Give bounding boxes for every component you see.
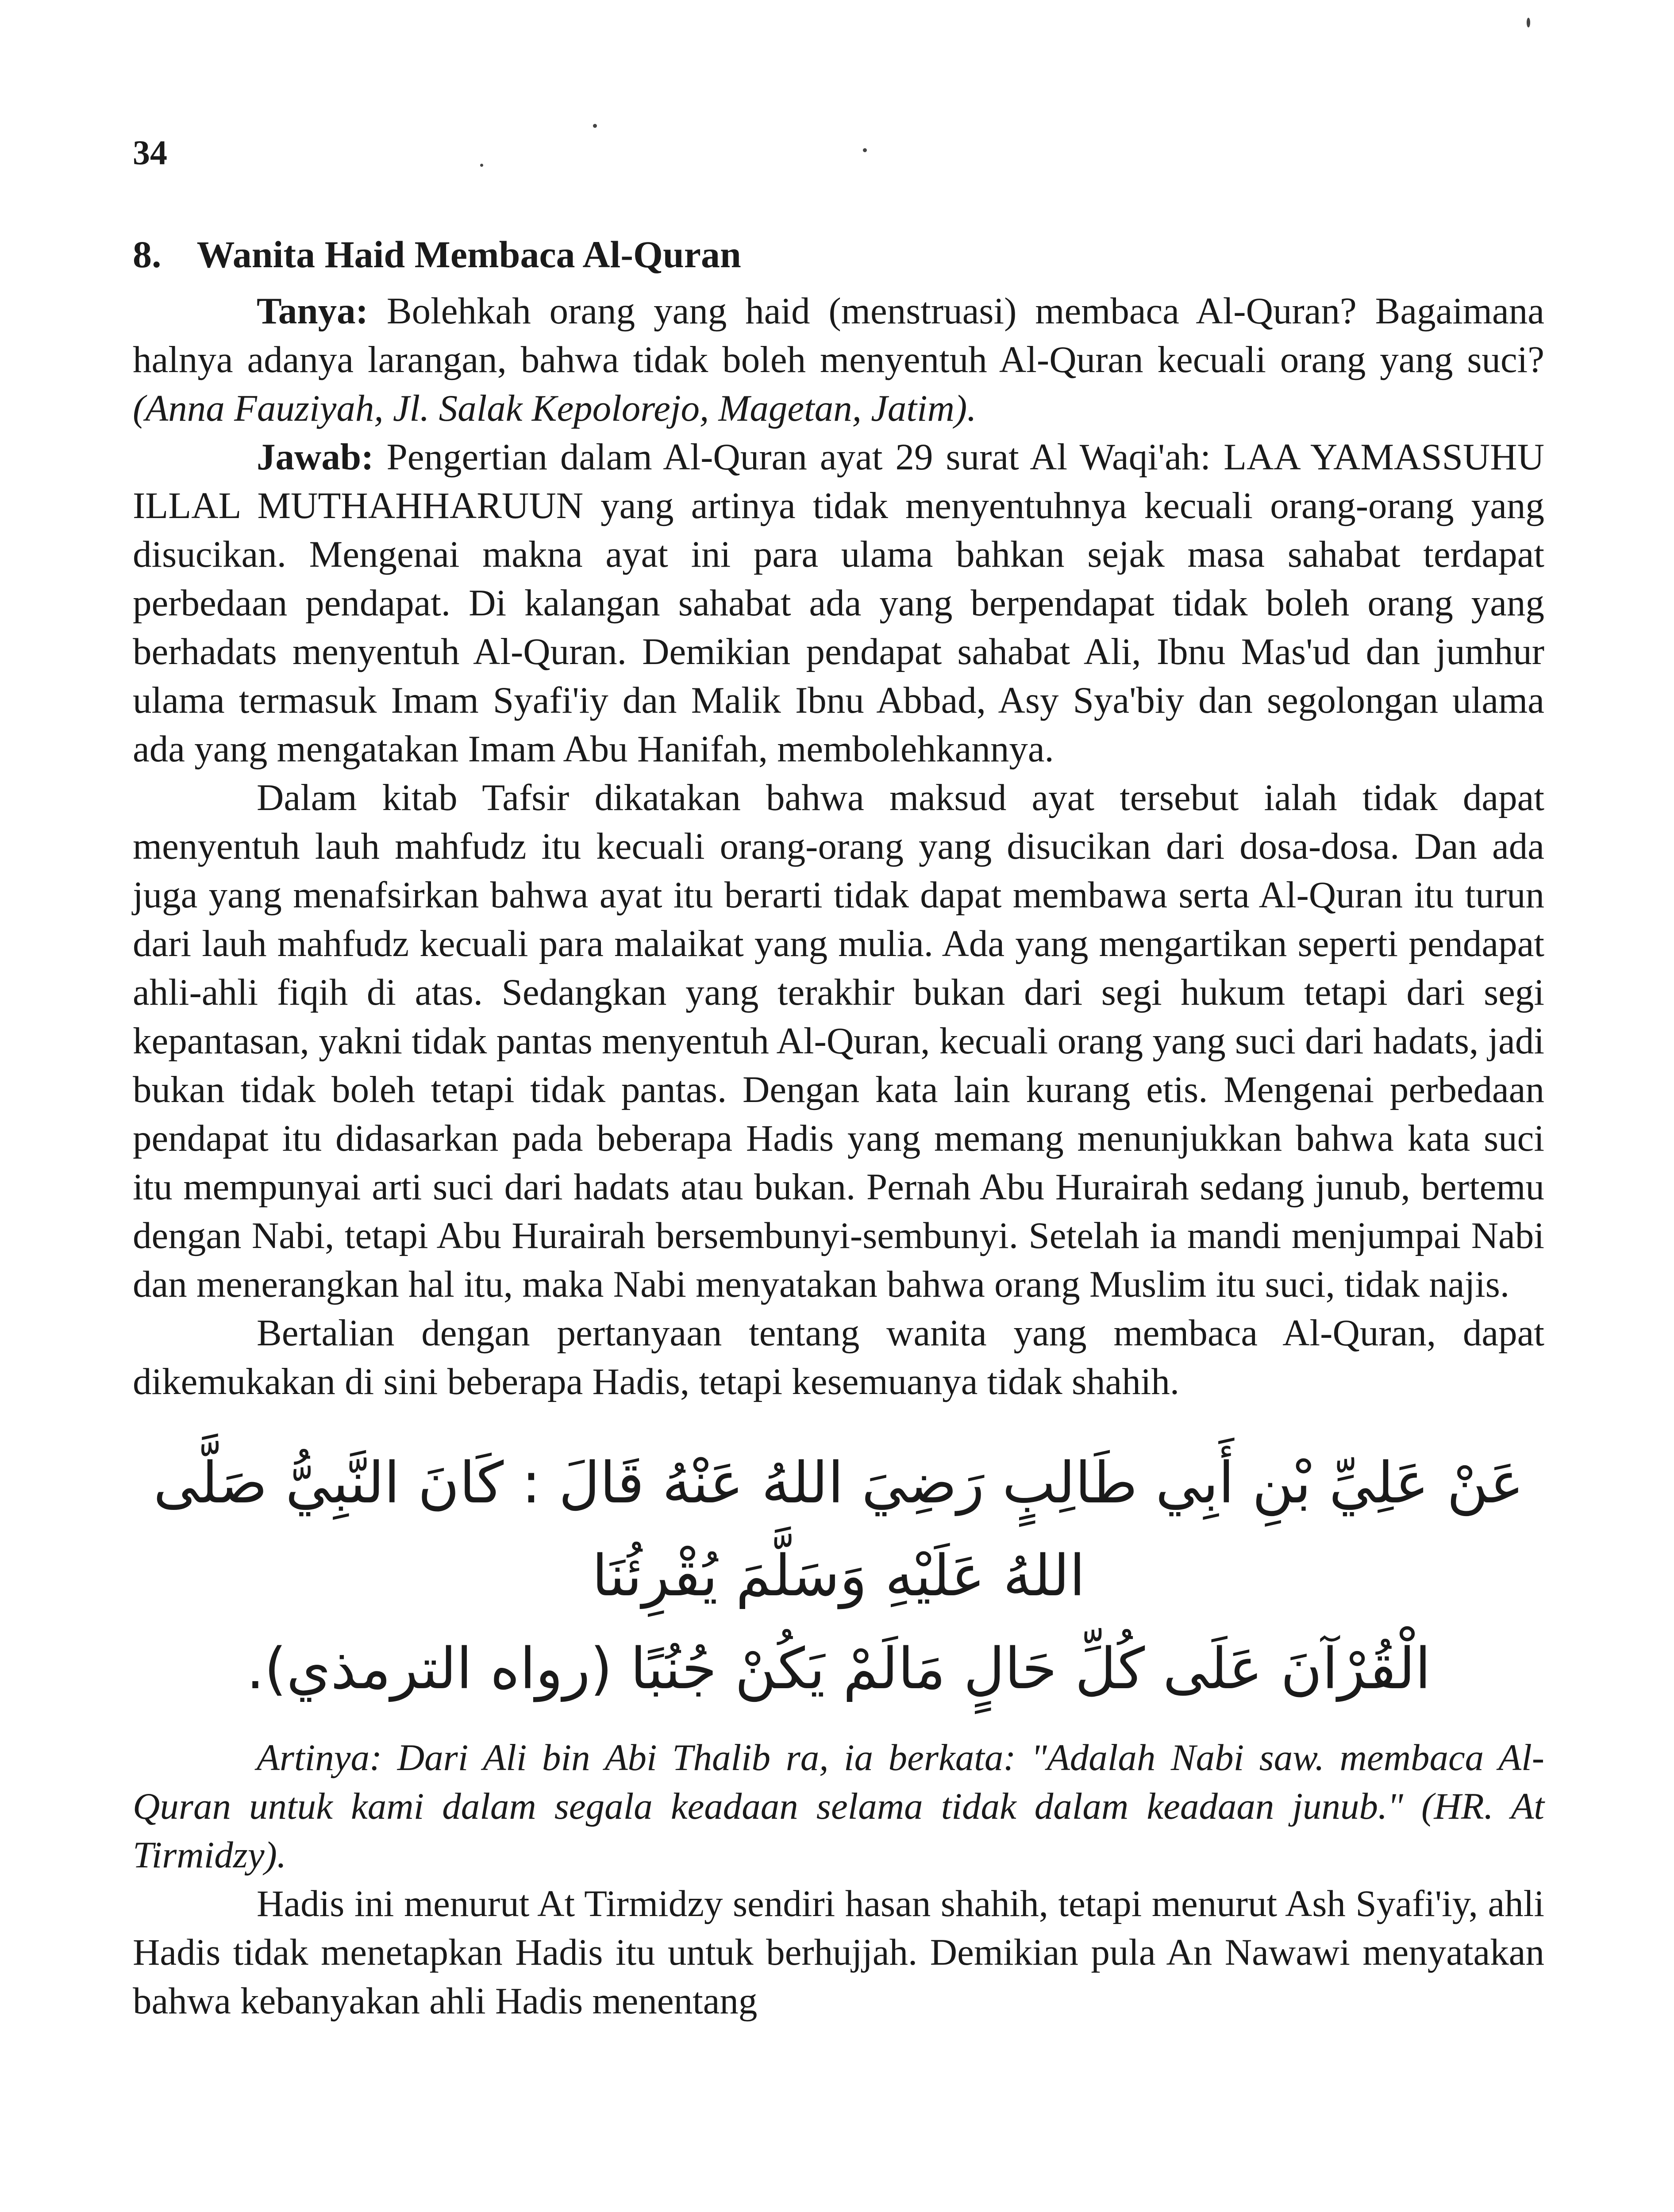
answer-text: Pengertian dalam Al-Quran ayat 29 surat Al Waqi'ah: LAA YAMASSUHU ILLAL MUTHAHHARUUN yang artinya tidak menyentuhnya kecuali orang-orang yang disucikan. Mengenai makna ayat ini para ulama bahkan sejak masa sahabat terdapat perbedaan pendapat. Di kalangan sahabat ada yang berpendapat tidak boleh orang yang berhadats menyentuh Al-Quran. Demikian pendapat sahabat Ali, Ibnu Mas'ud dan jumhur ulama termasuk Imam Syafi'iy dan Malik Ibnu Abbad, Asy Sya'biy dan segolongan ulama ada yang mengatakan Imam Abu Hanifah, membolehkannya. — [133, 436, 1544, 770]
scan-speck — [593, 124, 597, 128]
question-paragraph — [133, 287, 1544, 433]
body-paragraph: Bertalian dengan pertanyaan tentang wanita yang membaca Al-Quran, dapat dikemukakan di sini beberapa Hadis, tetapi kesemuanya tidak shahih. — [133, 1312, 1544, 1402]
scan-speck — [1527, 18, 1530, 27]
page-number: 34 — [133, 133, 167, 172]
arabic-line: عَنْ عَلِيِّ بْنِ أَبِي طَالِبٍ رَضِيَ اللهُ عَنْهُ قَالَ : كَانَ النَّبِيُّ صَلَّى اللهُ عَلَيْهِ وَسَلَّمَ يُقْرِئُنَا — [153, 1450, 1524, 1609]
scan-speck — [480, 164, 483, 167]
arabic-hadith — [133, 1437, 1544, 1716]
page-body — [133, 230, 1544, 2025]
answer-paragraph — [133, 433, 1544, 773]
question-label: Tanya: — [257, 290, 368, 332]
section-number: 8. — [133, 233, 162, 276]
section-heading — [133, 230, 1544, 280]
scan-speck — [863, 148, 867, 152]
question-source: (Anna Fauziyah, Jl. Salak Kepolorejo, Magetan, Jatim). — [133, 387, 977, 429]
hadith-translation: Artinya: Dari Ali bin Abi Thalib ra, ia berkata: "Adalah Nabi saw. membaca Al-Quran untuk kami dalam segala keadaan selama tidak dalam keadaan junub." (HR. At Tirmidzy). — [133, 1736, 1544, 1876]
closing-paragraph: Hadis ini menurut At Tirmidzy sendiri hasan shahih, tetapi menurut Ash Syafi'iy, ahli Hadis tidak menetapkan Hadis itu untuk berhujjah. Demikian pula An Nawawi menyatakan bahwa kebanyakan ahli Hadis menentang — [133, 1882, 1544, 2022]
arabic-line: الْقُرْآنَ عَلَى كُلِّ حَالٍ مَالَمْ يَكُنْ جُنُبًا (رواه الترمذي). — [246, 1636, 1431, 1702]
answer-label: Jawab: — [257, 436, 374, 478]
section-title: Wanita Haid Membaca Al-Quran — [196, 233, 741, 276]
question-text: Bolehkah orang yang haid (menstruasi) membaca Al-Quran? Bagaimana halnya adanya larangan, bahwa tidak boleh menyentuh Al-Quran kecuali orang yang suci? — [133, 290, 1544, 380]
body-paragraph: Dalam kitab Tafsir dikatakan bahwa maksud ayat tersebut ialah tidak dapat menyentuh lauh mahfudz itu kecuali orang-orang yang disucikan dari dosa-dosa. Dan ada juga yang menafsirkan bahwa ayat itu berarti tidak dapat membawa serta Al-Quran itu turun dari lauh mahfudz kecuali para malaikat yang mulia. Ada yang mengartikan seperti pendapat ahli-ahli fiqih di atas. Sedangkan yang terakhir bukan dari segi hukum tetapi dari segi kepantasan, yakni tidak pantas menyentuh Al-Quran, kecuali orang yang suci dari hadats, jadi bukan tidak boleh tetapi tidak pantas. Dengan kata lain kurang etis. Mengenai perbedaan pendapat itu didasarkan pada beberapa Hadis yang memang menunjukkan bahwa kata suci itu mempunyai arti suci dari hadats atau bukan. Pernah Abu Hurairah sedang junub, bertemu dengan Nabi, tetapi Abu Hurairah bersembunyi-sembunyi. Setelah ia mandi menjumpai Nabi dan menerangkan hal itu, maka Nabi menyatakan bahwa orang Muslim itu suci, tidak najis. — [133, 776, 1544, 1305]
